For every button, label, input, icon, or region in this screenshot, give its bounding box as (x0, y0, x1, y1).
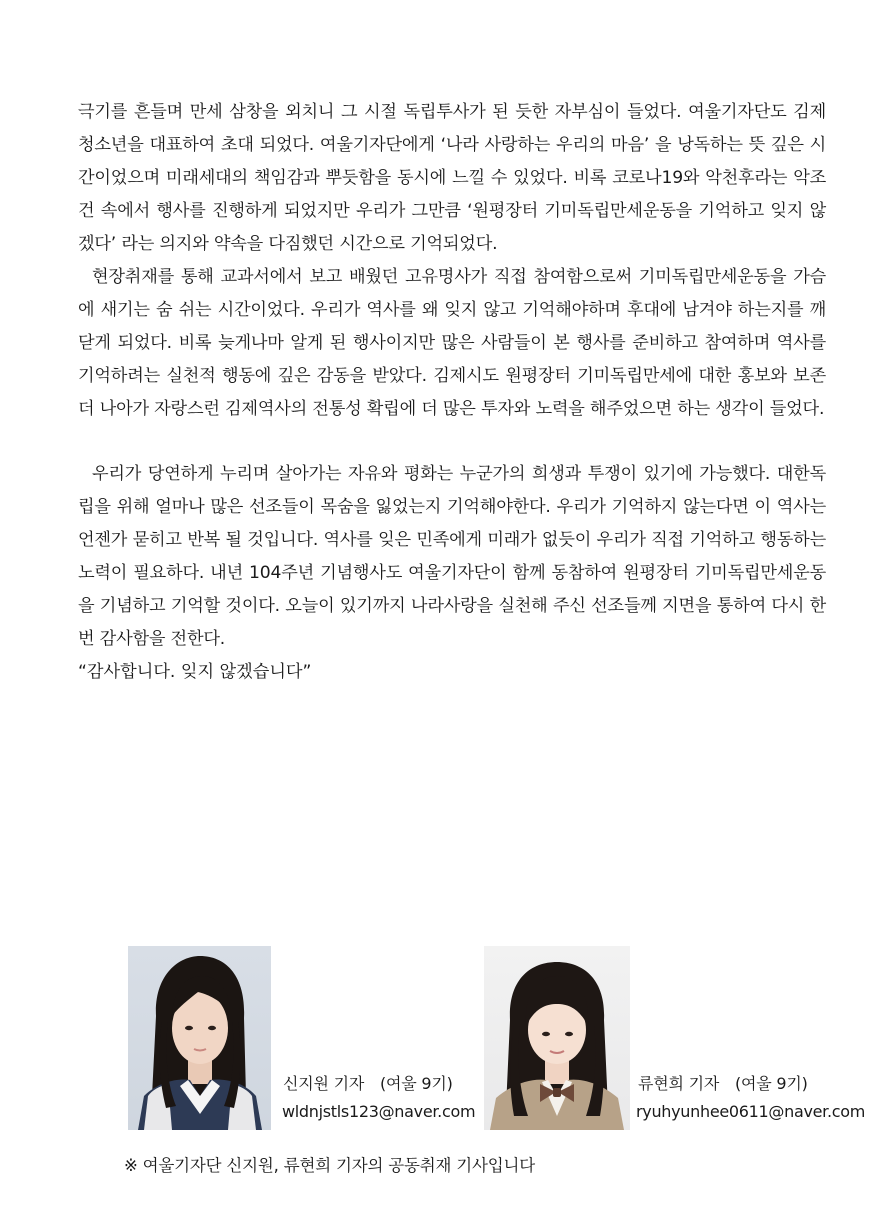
article-paragraph-3: 우리가 당연하게 누리며 살아가는 자유와 평화는 누군가의 희생과 투쟁이 있기에 가능했다. 대한독립을 위해 얼마나 많은 선조들이 목숨을 잃었는지 기억해야한다. 우리가 기억하지 않는다면 이 역사는 언젠가 묻히고 반복 될 것입니다. 역사를 잊은 민족에게 미래가 없듯이 우리가 직접 기억하고 행동하는 노력이 필요하다. 내년 104주년 기념행사도 여울기자단이 함께 동참하여 원평장터 기미독립만세운동을 기념하고 기억할 것이다. 오늘이 있기까지 나라사랑을 실천해 주신 선조들께 지면을 통하여 다시 한 번 감사함을 전한다. (78, 464, 826, 649)
reporter-name-1: 신지원 기자 (여울 9기) (283, 1074, 453, 1093)
portrait-illustration-2 (484, 946, 630, 1130)
reporter-photo-1 (128, 946, 271, 1130)
article-body (78, 96, 826, 689)
reporter-email-1[interactable]: wldnjstls123@naver.com (282, 1102, 476, 1121)
article-paragraph-2: 현장취재를 통해 교과서에서 보고 배웠던 고유명사가 직접 참여함으로써 기미독립만세운동을 가슴에 새기는 숨 쉬는 시간이었다. 우리가 역사를 왜 잊지 않고 기억해야하며 후대에 남겨야 하는지를 깨닫게 되었다. 비록 늦게나마 알게 된 행사이지만 많은 사람들이 본 행사를 준비하고 참여하며 역사를 기억하려는 실천적 행동에 깊은 감동을 받았다. 김제시도 원평장터 기미독립만세에 대한 홍보와 보존 더 나아가 자랑스런 김제역사의 전통성 확립에 더 많은 투자와 노력을 해주었으면 하는 생각이 들었다. (78, 267, 826, 419)
closing-quote: “감사합니다. 잊지 않겠습니다” (78, 662, 312, 682)
reporter-photo-2 (484, 946, 630, 1130)
footnote: ※ 여울기자단 신지원, 류현희 기자의 공동취재 기사입니다 (124, 1156, 535, 1175)
reporter-name-2: 류현희 기자 (여울 9기) (638, 1074, 808, 1093)
reporter-email-2[interactable]: ryuhyunhee0611@naver.com (636, 1102, 866, 1121)
article-paragraph-1: 극기를 흔들며 만세 삼창을 외치니 그 시절 독립투사가 된 듯한 자부심이 들었다. 여울기자단도 김제 청소년을 대표하여 초대 되었다. 여울기자단에게 ‘나라 사랑하는 우리의 마음’ 을 낭독하는 뜻 깊은 시간이었으며 미래세대의 책임감과 뿌듯함을 동시에 느낄 수 있었다. 비록 코로나19와 악천후라는 악조건 속에서 행사를 진행하게 되었지만 우리가 그만큼 ‘원평장터 기미독립만세운동을 기억하고 잊지 않겠다’ 라는 의지와 약속을 다짐했던 시간으로 기억되었다. (78, 102, 826, 254)
portrait-illustration-1 (128, 946, 271, 1130)
